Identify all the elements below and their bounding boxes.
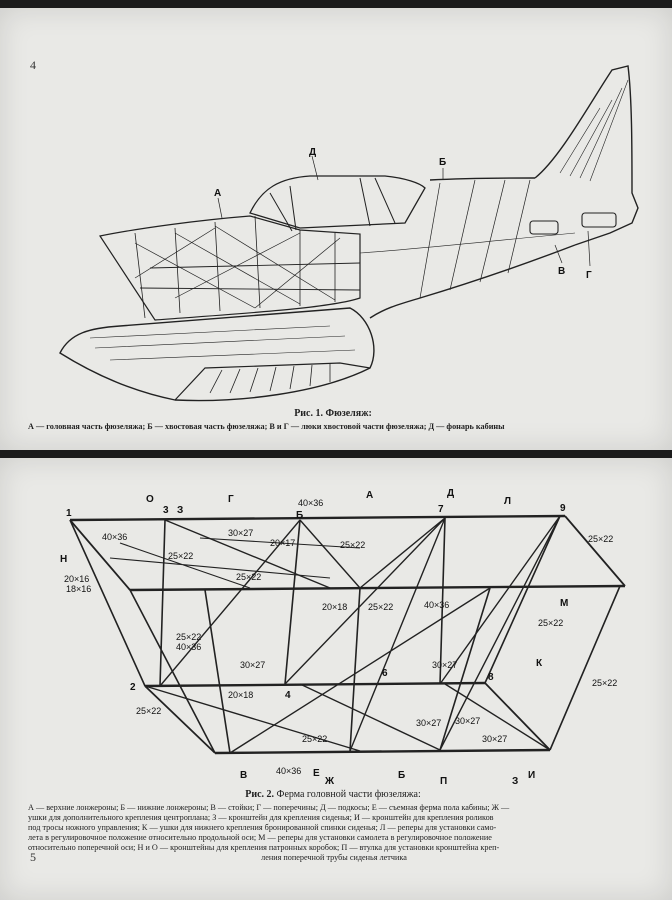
truss-letter-i: И — [528, 770, 536, 781]
truss-num-1: 1 — [66, 508, 72, 519]
dim-label: 40×36 — [102, 532, 128, 542]
caption-line: ления поперечной трубы сиденья летчика — [261, 853, 407, 862]
dim-label: 30×27 — [228, 528, 254, 538]
dim-label: 40×36 — [276, 766, 302, 776]
fig1-label-d: Д — [309, 147, 317, 158]
truss-letter-zh: Ж — [325, 776, 335, 787]
dim-label: 25×22 — [538, 618, 564, 628]
truss-num-4: 4 — [285, 690, 291, 701]
dim-label: 20×17 — [270, 538, 296, 548]
dim-label: 25×22 — [302, 734, 328, 744]
fig2-caption-number: Рис. 2. — [245, 789, 275, 800]
caption-line: относительно поперечной оси; Н и О — кронштейны для крепления патронных коробок; П — втулка для установки кронштейна креп- — [28, 843, 500, 852]
truss-letter-b-top: Б — [296, 510, 304, 521]
truss-letter-o: О — [146, 494, 154, 505]
dim-label: 25×22 — [236, 572, 262, 582]
truss-num-3: 3 — [163, 505, 169, 516]
truss-letter-b-bottom: Б — [398, 770, 406, 781]
truss-num-2: 2 — [130, 682, 136, 693]
fig1-caption-text: А — головная часть фюзеляжа; Б — хвостовая часть фюзеляжа; В и Г — люки хвостовой части фюзеляжа; Д — фонарь кабины — [28, 422, 505, 431]
truss-num-7: 7 — [438, 504, 444, 515]
fig1-label-v: В — [558, 266, 566, 277]
dim-label: 25×22 — [588, 534, 614, 544]
fig2-caption-title — [28, 789, 638, 800]
truss-letter-v: В — [240, 770, 248, 781]
truss-letter-a: А — [366, 490, 374, 501]
truss-letter-g: Г — [228, 494, 234, 505]
fig1-label-g: Г — [586, 270, 592, 281]
dim-label: 20×18 — [228, 690, 254, 700]
page-number-top: 4 — [30, 58, 36, 72]
dim-label: 20×18 — [322, 602, 348, 612]
fig1-label-b: Б — [439, 157, 447, 168]
dim-label: 25×22 — [368, 602, 394, 612]
dim-label: 25×22 — [592, 678, 618, 688]
truss-letter-l: Л — [504, 496, 512, 507]
truss-letter-z: З — [177, 505, 184, 516]
dim-label: 30×27 — [482, 734, 508, 744]
dim-label: 30×27 — [240, 660, 266, 670]
dim-label: 40×36 — [424, 600, 450, 610]
dim-label: 30×27 — [455, 716, 481, 726]
dim-label: 18×16 — [66, 584, 92, 594]
dim-label: 30×27 — [416, 718, 442, 728]
fig2-caption-text — [28, 803, 640, 863]
caption-line: лета в регулировочное положение относительно продольной оси; М — реперы для установки самолета в регулировочное положение — [28, 833, 492, 842]
dim-label: 20×16 — [64, 574, 90, 584]
truss-num-8: 8 — [488, 672, 494, 683]
truss-letter-n: Н — [60, 554, 68, 565]
top-page — [0, 8, 672, 450]
dim-label: 25×22 — [176, 632, 202, 642]
dim-label: 25×22 — [136, 706, 162, 716]
caption-line: под тросы ножного управления; К — ушки для нижнего крепления бронированной спинки сиденья; Л — реперы для установки само- — [28, 823, 497, 832]
fuselage-drawing — [0, 8, 672, 450]
truss-num-9: 9 — [560, 503, 566, 514]
page-number-bottom: 5 — [30, 850, 36, 864]
truss-num-6: 6 — [382, 668, 388, 679]
fig2-caption-name: Ферма головной части фюзеляжа: — [276, 789, 421, 800]
truss-letter-e: Е — [313, 768, 320, 779]
truss-letter-p: П — [440, 776, 448, 787]
fig1-label-a: А — [214, 188, 222, 199]
truss-letter-k: К — [536, 658, 543, 669]
truss-letter-d: Д — [447, 488, 455, 499]
caption-line: ушки для дополнительного крепления центроплана; З — кронштейн для крепления сиденья; И — кронштейн для крепления роликов — [28, 813, 494, 822]
caption-line: А — верхние лонжероны; Б — нижние лонжероны; В — стойки; Г — поперечины; Д — подкосы; Е — съемная ферма пола кабины; Ж — — [28, 803, 510, 812]
dim-label: 30×27 — [432, 660, 458, 670]
dim-label: 40×36 — [176, 642, 202, 652]
dim-label: 40×36 — [298, 498, 324, 508]
dim-label: 25×22 — [168, 551, 194, 561]
dim-label: 25×22 — [340, 540, 366, 550]
truss-letter-z-bottom: З — [512, 776, 519, 787]
truss-letter-m: М — [560, 598, 569, 609]
fig1-caption-title: Рис. 1. Фюзеляж: — [294, 408, 372, 419]
bottom-page — [0, 458, 672, 900]
